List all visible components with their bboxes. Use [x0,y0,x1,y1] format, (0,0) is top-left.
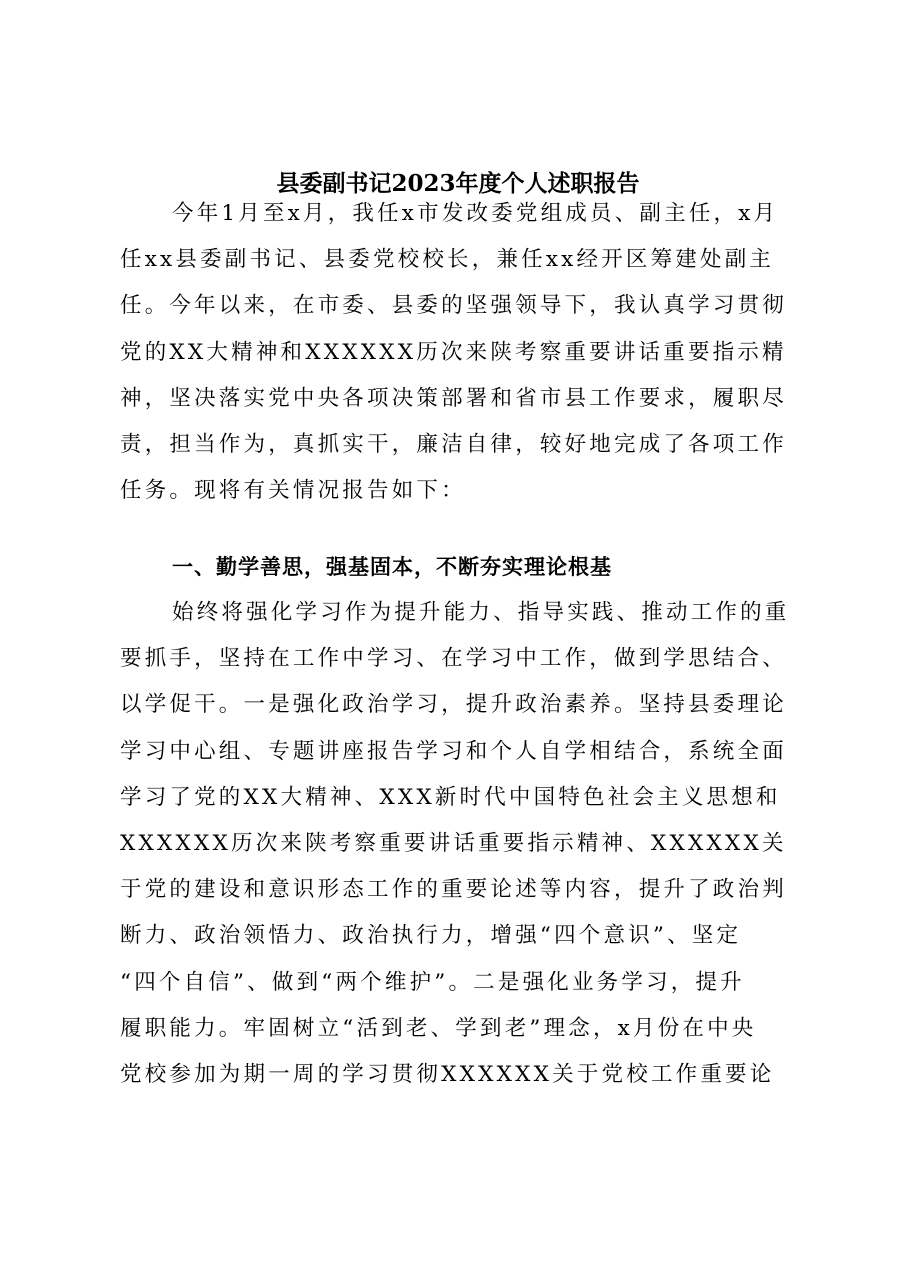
paragraph-line: 于党的建设和意识形态工作的重要论述等内容，提升了政治判 [120,877,787,903]
paragraph-line: 党的XX大精神和XXXXXX历次来陕考察重要讲话重要指示精 [120,339,787,365]
paragraph-line: 任务。现将有关情况报告如下： [120,478,466,504]
paragraph-line: 履职能力。牢固树立“活到老、学到老”理念，x月份在中央 [120,1015,757,1041]
paragraph-line: 今年1月至x月，我任x市发改委党组成员、副主任，x月 [172,201,779,226]
paragraph-line: XXXXXX历次来陕考察重要讲话重要指示精神、XXXXXX关 [120,831,787,857]
paragraph-line: 责，担当作为，真抓实干，廉洁自律，较好地完成了各项工作 [120,432,787,458]
paragraph-line: 以学促干。一是强化政治学习，提升政治素养。坚持县委理论 [120,692,787,718]
paragraph-line: 断力、政治领悟力、政治执行力，增强“四个意识”、坚定 [120,923,742,949]
paragraph-line: 始终将强化学习作为提升能力、指导实践、推动工作的重 [172,600,790,625]
paragraph-line: 党校参加为期一周的学习贯彻XXXXXX关于党校工作重要论 [120,1062,775,1088]
section-1-paragraph [120,590,796,1098]
intro-paragraph [120,191,796,514]
paragraph-line: 任xx县委副书记、县委党校校长，兼任xx经开区筹建处副主 [120,247,775,273]
paragraph-line: 学习了党的XX大精神、XXX新时代中国特色社会主义思想和 [120,784,781,810]
paragraph-line: 神，坚决落实党中央各项决策部署和省市县工作要求，履职尽 [120,385,787,411]
paragraph-line: 学习中心组、专题讲座报告学习和个人自学相结合，系统全面 [120,738,787,764]
paragraph-line: 任。今年以来，在市委、县委的坚强领导下，我认真学习贯彻 [120,293,787,319]
section-heading: 一、勤学善思，强基固本，不断夯实理论根基 [172,555,612,579]
paragraph-line: 要抓手，坚持在工作中学习、在学习中工作，做到学思结合、 [120,646,787,672]
document-title: 县委副书记2023年度个人述职报告 [276,170,640,197]
paragraph-line: “四个自信”、做到“两个维护”。二是强化业务学习，提升 [120,969,745,995]
